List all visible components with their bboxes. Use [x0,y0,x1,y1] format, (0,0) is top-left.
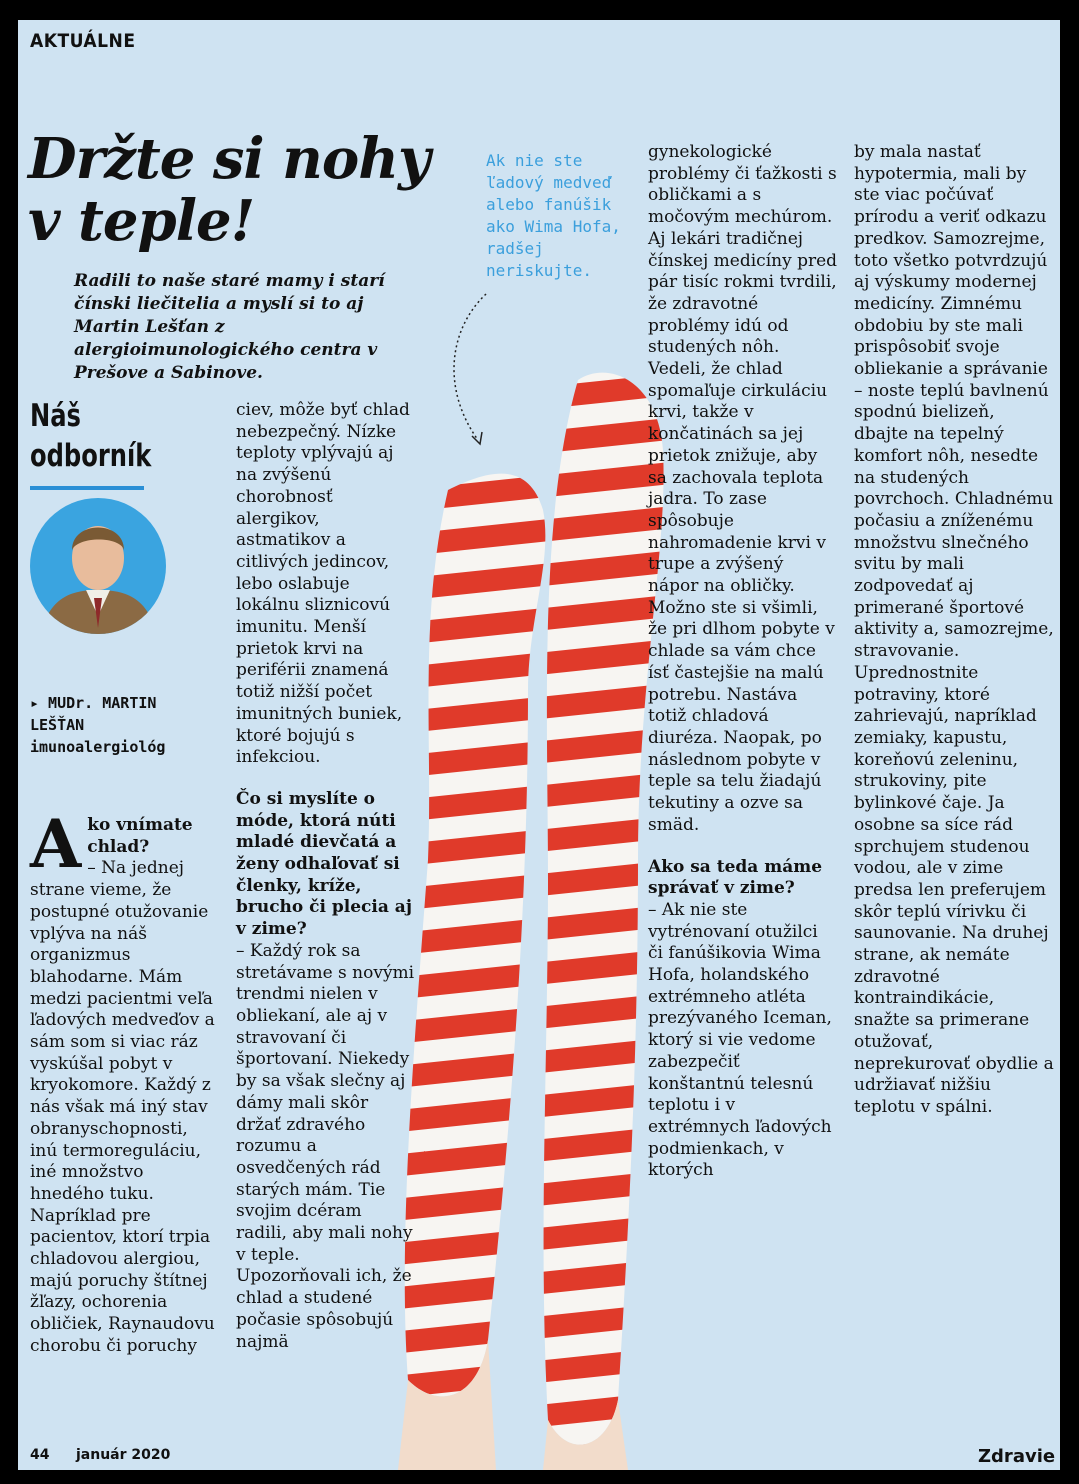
column-3-body: gynekologické problémy či ťažkosti s obličkami a s močovým mechúrom. Aj lekári tradičnej čínskej medicíny pred pár tisíc rokmi tvrdili, že zdravotné problémy idú od studených nôh. Vedeli, že chlad spomaľuje cirkuláciu krvi, takže v končatinách sa jej prietok znižuje, aby sa zachovala teplota jadra. To zase spôsobuje nahromadenie krvi v trupe a zvýšený nápor na obličky. Možno ste si všimli, že pri dlhom pobyte v chlade sa vám chce ísť častejšie na malú potrebu. Nastáva totiž chladová diuréza. Naopak, po následnom pobyte v teple sa telu žiadajú tekutiny a ozve sa smäd. [648,142,838,835]
page-number: 44 [30,1447,50,1463]
column-4-body: by mala nastať hypotermia, mali by ste viac počúvať prírodu a veriť odkazu predkov. Samozrejme, toto všetko potvrdzujú aj výskumy modernej medicíny. Zimnému obdobiu by ste mali prispôsobiť svoje obliekanie a správanie – noste teplú bavlnenú spodnú bielizeň, dbajte na tepelný komfort nôh, nesedte na studených povrchoch. Chladnému počasiu a zníženému množstvu slnečného svitu by mali zodpovedať aj primerané športové aktivity a, samozrejme, stravovanie. Uprednostnite potraviny, ktoré zahrievajú, napríklad zemiaky, kapustu, koreňovú zeleninu, strukoviny, pite bylinkové čaje. Ja osobne sa síce rád sprchujem studenou vodou, ale v zime predsa len preferujem skôr teplú vírivku či saunovanie. Na druhej strane, ak nemáte zdravotné kontraindikácie, snažte sa primerane otužovať, neprekurovať obydlie a udržiavať nižšiu teplotu v spálni. [854,142,1054,1117]
section-label: AKTUÁLNE [30,30,136,52]
expert-name-line1: ▸ MUDr. MARTIN [30,694,157,712]
expert-heading: Náš odborník [30,398,152,474]
expert-name [30,692,220,758]
pull-quote: Ak nie ste ľadový medveď alebo fanúšik ako Wima Hofa, radšej neriskujte. [486,151,621,280]
column-1 [30,805,215,1358]
question-1: ko vnímate chlad? [87,815,193,857]
lead-paragraph: Radili to naše staré mamy i starí čínski liečitelia a myslí si to aj Martin Lešťan z alergioimunologického centra v Prešove a Sabinove. [74,271,385,383]
column-3 [648,142,838,1182]
headline: Držte si nohy v teple! [28,126,430,254]
drop-cap: A [30,805,82,883]
answer-3: – Ak nie ste vytrénovaní otužilci či fanúšikovia Wima Hofa, holandského extrémneho atléta prezývaného Iceman, ktorý si vie vedome zabezpečiť konštantnú telesnú teplotu i v extrémnych ľadových podmienkach, v ktorých [648,899,832,1181]
expert-divider [30,486,144,490]
magazine-page [18,20,1060,1470]
expert-name-line2: LEŠŤAN [30,716,85,734]
magazine-logo: Zdravie [978,1446,1056,1467]
answer-2: – Každý rok sa stretávame s novými trendmi nielen v obliekaní, ale aj v stravovaní či športovaní. Niekedy by sa však slečny aj dámy mali skôr držať zdravého rozumu a osvedčených rád starých mám. Tie svojim dcéram radili, aby mali nohy v teple. Upozorňovali ich, že chlad a studené počasie spôsobujú najmä [236,940,415,1352]
question-3: Ako sa teda máme správať v zime? [648,856,823,899]
avatar [30,498,166,634]
question-2: Čo si myslíte o móde, ktorá núti mladé dievčatá a ženy odhaľovať si členky, kríže, brucho či plecia aj v zime? [236,788,412,940]
column-4 [854,142,1054,1119]
column-2-body: ciev, môže byť chlad nebezpečný. Nízke teploty vplývajú aj na zvýšenú chorobnosť alergikov, astmatikov a citlivých jedincov, lebo oslabuje lokálnu sliznicovú imunitu. Menší prietok krvi na periférii znamená totiž nižší počet imunitných buniek, ktoré bojujú s infekciou. [236,400,410,768]
issue-date: január 2020 [76,1447,171,1463]
expert-role: imunoalergiológ [30,738,166,756]
answer-1: – Na jednej strane vieme, že postupné otužovanie vplýva na náš organizmus blahodarne. Mám medzi pacientmi veľa ľadových medveďov a sám som si viac ráz vyskúšal pobyt v kryokomore. Každý z nás však má iný stav obranyschopnosti, inú termoreguláciu, iné množstvo hnedého tuku. Napríklad pre pacientov, ktorí trpia chladovou alergiou, majú poruchy štítnej žľazy, ochorenia obličiek, Raynaudovu chorobu či poruchy [30,858,215,1356]
column-2 [236,400,416,1353]
